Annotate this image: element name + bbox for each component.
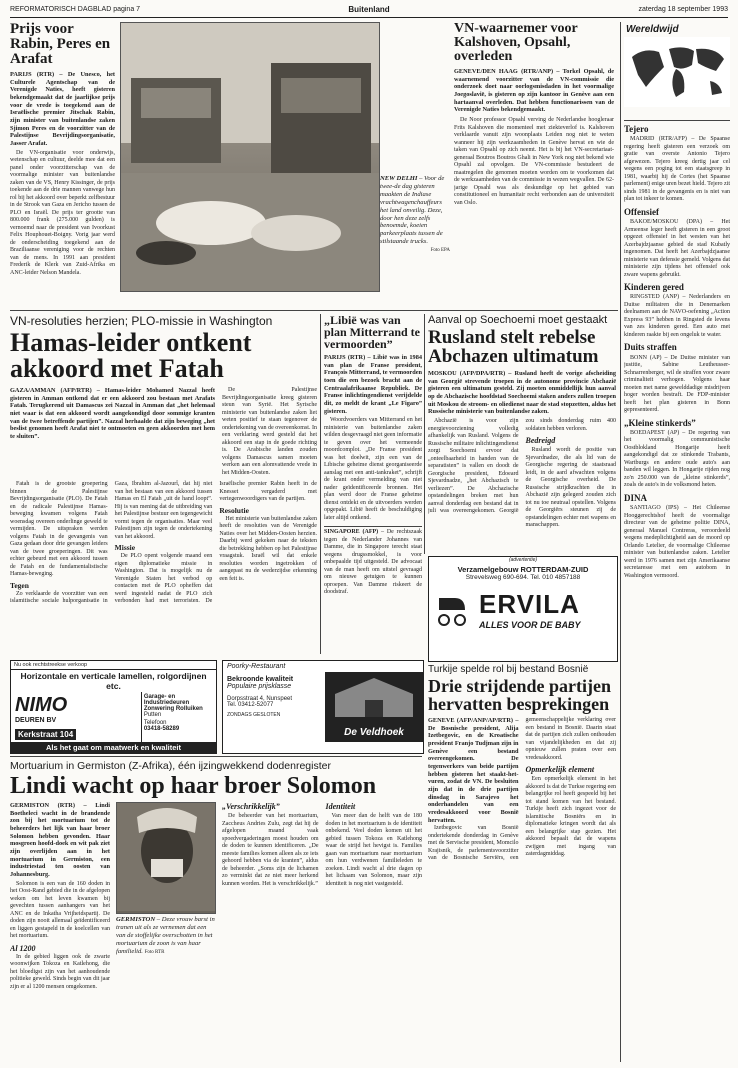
- turkije-article: [428, 664, 616, 900]
- rusland-lead: MOSKOU (AFP/DPA/RTR) – Rusland heeft de vorige afscheiding van Georgië strevende troepen in de autonome provincie Abchazië gisteren een ultimatum gesteld. Zij moeten onmiddellijk hun aanval op de Abchazische hoofdstad Soechoemi staken anders zullen troepen uit Moskou de stroom- en oliedienst naar de stad stopzetten, aldus het Russische ministerie van buitenlandse zaken.: [428, 370, 616, 416]
- hamas-body-paragraph: Fatah is de grootste groepering binnen de Palestijnse Bevrijdingsorganisatie (PLO). De Fatah en de radicale Palestijnse Hamas-beweging kwamen volgens Fatah woensdag overeen onderlinge geweld te vermijden. De uitspraken werden volgens Fatah in de gevangenis van Gaza gedaan door drie gevangen leiders van de twee groeperingen. Dit was echter gebeurd met een akkoord tussen de Fatah en de fundamentalistische Hamas-beweging.: [10, 481, 108, 577]
- rusland-kicker: Aanval op Soechoemi moet gestaakt: [428, 314, 608, 326]
- prijs-lead: PARIJS (RTR) – De Unesco, het Culturele Agentschap van de Verenigde Naties, heeft gisteren bekendgemaakt dat de jaarlijkse prijs voor de vrede is toegekend aan de Israëlische premier Jitschak Rabin, zijn minister van buitenlandse zaken Sjimon Peres en de voorzitter van de Palestijnse Bevrijdingsorganisatie, Jasser Arafat.: [10, 71, 115, 148]
- nimo-ad: [10, 660, 217, 754]
- ervila-line1: Verzamelgebouw ROTTERDAM-ZUID: [457, 565, 589, 574]
- hamas-body-paragraph: De PLO opent volgende maand een eigen diplomatieke missie in Washington. Dat is mogelijk nu de Verenigde Staten het verbod op contacten met de PLO opheffen dat werd ingesteld nadat de PLO zich verbonden had met terroristen. De Israëlische premier Rabin heeft in de Knesset vergaderd met vertegenwoordigers van de partijen.: [114, 481, 317, 605]
- lindi-photo-place: GERMISTON: [116, 916, 156, 923]
- restaurant-phone: Tel. 03412-52077: [227, 702, 274, 708]
- ww-item-title: „Kleine stinkerds”: [624, 417, 696, 428]
- lindi-lead: GERMISTON (RTR) – Lindi Boetheleci wacht in de brandende zon bij het mortuarium tot de beheerders het lijk van haar broer Solomon hebben gevonden. Haar mosgroen hoofd-doek en wit pak ziet zijn overlijden aan in het mortuarium in Germiston, een industriestad ten oosten van Johannesburg.: [10, 802, 110, 879]
- ww-item-title: DINA: [624, 492, 648, 503]
- nimo-side: Garage- en Industriedeuren Zonwering Rolluiken: [143, 694, 203, 712]
- ww-item-text: BONN (AP) – De Duitse minister van justitie, Sabine Leutheusser-Schnarrenberger, wil de straffen voor zware criminaliteit verhogen. Volgens haar moeten met name gewelddadige misdrijven hoger worden bestraft. De FDP-minister heeft het plan gisteren in Bonn gepresenteerd.: [624, 354, 730, 413]
- libie-headline: „Libië was van plan Mitterrand te vermoorden”: [324, 314, 420, 351]
- trucks-cows-image: [121, 23, 379, 291]
- vn-waarnemer-body: De Noor professor Opsahl verving de Nederlandse hoogleraar Frits Kalshoven die momenteel met ziekteverlof is. Kalshoven verklaarde vanuit zijn woonplaats Leiden nog niet te weten wanneer hij zijn werkzaamheden in Genève hervat en wie de taken van Opsahl op zich neemt. Het is bij het VN-secretariaat-generaal Boutros Boutros Ghali in New York nog niet bekend wie Opsahl zal opvolgen. De VN-commissie bestudeert de maatregelen die genomen moeten worden om te voorkomen dat de werkzaamheden van de commissie in wezen wegvallen. De 62-jarige Opsahl was als deskundige op het gebied van constitutioneel en humanitair recht verbonden aan de universiteit van Oslo.: [454, 117, 614, 206]
- world-map-header: [624, 22, 730, 121]
- ervila-ad: [428, 556, 618, 662]
- hamas-body: [10, 481, 317, 606]
- date-line: zaterdag 18 september 1993: [638, 6, 728, 13]
- rusland-subhead: Bedreigd: [525, 436, 556, 446]
- ervila-slogan: ALLES VOOR DE BABY: [479, 620, 581, 630]
- nimo-phone: 03418-58289: [143, 726, 180, 732]
- hamas-body-paragraph: Zo verklaarde de voorzitter van een islamitische sociale hulporganisatie in Gaza, Ibrahim al-Jazourî, dat hij niet van het bestaan van een akkoord tussen Hamas en El Fatah „uit de hand loopt”. Hij is van mening dat de uitbreiding van het Palestijnse bestuur een tegengewicht vormt tegen de organisaties. Maar veel Palestijnen zijn tegen de ondertekening van het akkoord.: [10, 481, 213, 605]
- rusland-body: [428, 418, 616, 530]
- libie-body: Woordvoerders van Mitterrand en het ministerie van buitenlandse zaken wilden desgevraagd niet geen informatie te geven over het vermeende moordcomplot. „De Franse president was het doelwit, zijn een van de Libische geheime dienst georganiseerde aanslag met een anti-tankraket”, schrijft de krant onder vermelding van niet nader geïdentificeerde bronnen. Het plan werd door de Franse geheime dienst ontdekt en de uitvoerders werden opgepakt. Libië heeft de beschuldiging later altijd ontkend.: [324, 417, 422, 521]
- stroller-icon: [435, 592, 471, 628]
- hamas-headline: Hamas-leider ontkent akkoord met Fatah: [10, 328, 252, 383]
- lindi-body-paragraph: Van meer dan de helft van de 180 doden in het mortuarium is de identiteit onbekend. Veel doden komen uit het gebied tussen Tokoza en Katlehong waar de strijd het hevigst is. Families gaan van mortuarium naar mortuarium om hun verdwenen familieleden te zoeken. Lindi wacht al drie dagen op het lichaam van Solomon, maar zijn identiteit is nog niet vastgesteld.: [325, 813, 422, 887]
- ww-item-title: Kinderen gered: [624, 282, 684, 292]
- nimo-address: Kerkstraat 104: [15, 729, 76, 740]
- prijs-headline: Prijs voor Rabin, Peres en Arafat: [10, 22, 111, 67]
- hamas-body-right: [222, 387, 317, 477]
- turkije-headline: Drie strijdende partijen hervatten besprekingen: [428, 676, 611, 714]
- paper-name: REFORMATORISCH DAGBLAD pagina 7: [10, 6, 141, 13]
- singapore-text: – De rechtszaak tegen de Nederlander Johannes van Damme, die in Singapore terecht staat wegens drugssmokkel, is voor onbepaalde tijd uitgesteld. De advocaat van de man heeft om uitstel gevraagd om nieuwe getuigen te kunnen oproepen. Van Damme riskeert de doodstraf.: [324, 529, 422, 596]
- prijs-body: De VN-organisatie voor onderwijs, wetenschap en cultuur, deelde mee dat een panel onder voorzitterschap van de voormalige minister van buitenlandse zaken van de VS, Henry Kissinger, de prijs toekende aan de drie mannen vanwege hun rol bij het akkoord over beperkt zelfbestuur in de Strook van Gaza en Jericho tussen de PLO en Israël. De prijs ter grootte van 800.000 frank (275.000 gulden) is vernoemd naar de president van Ivoorkust Felix Houphouet-Boigny. Vorig jaar werd de onderscheiding toegekend aan de Braziliaanse vereniging voor de rechten van de mens. In 1991 aan president Frederik de Klerk van Zuid-Afrika en ANC-leider Nelson Mandela.: [10, 149, 115, 276]
- crying-woman-image: [117, 803, 215, 911]
- section-name: Buitenland: [348, 5, 390, 14]
- ww-item-title: Duits straffen: [624, 342, 677, 353]
- nimo-city: Putten: [143, 712, 162, 718]
- lindi-caption: [116, 916, 216, 956]
- rusland-headline: Rusland stelt rebelse Abchazen ultimatum: [428, 327, 599, 367]
- ww-item-text: BAKOE/MOSKOU (DPA) – Het Armeense leger heeft gisteren in een groot opgezet offensief in het westen van het Azerbajdzjaanse gebied de stad Kubatly ingenomen. Dat heeft het Azerbajdzjaanse ministerie van defensie gemeld. Volgens dat ministerie zijn tijdens het offensief ook zware wapens gebruikt.: [624, 219, 730, 278]
- lindi-article: [10, 760, 422, 1060]
- lindi-photo: [116, 802, 216, 914]
- ww-item-text: MADRID (RTR/AFP) – De Spaanse regering heeft gisteren een verzoek om gratie van overste Antonio Tejero afgewezen. Tejero kreeg dertig jaar cel wegens een poging tot een staatsgreep in 1981, waarbij hij de Cortes (het Spaanse parlement) enige uren bezet hield. Tejero zit sinds 1981 in de gevangenis en is niet van plan tot inkeer te komen.: [624, 136, 730, 203]
- vn-waarnemer-lead: GENEVE/DEN HAAG (RTR/ANP) – Torkel Opsahl, de waarnemend voorzitter van de VN-commissie die onderzoek doet naar oorlogsmisdaden in het voormalige Joegoslavië, is gisteren op zijn kantoor in Genève aan een hartaanval overleden. Dat hebben functionarissen van de Verenigde Naties bekendgemaakt.: [454, 68, 614, 114]
- hamas-subhead-resolutie: Resolutie: [219, 505, 249, 515]
- nimo-phone-label: Telefoon: [143, 720, 167, 726]
- ervila-line2: Strevelsweg 690-694. Tel. 010 4857188: [465, 574, 581, 581]
- turkije-body: [428, 717, 616, 863]
- rusland-body-paragraph: Rusland wordt de positie van Sjevardnadze, die als lid van de Georgische regering de staatsraad leidt, in de aard afwachten volgens de Georgische overheid. De Russische strijdkrachten die in Abchazië zijn gelegerd zouden zich tot nu toe neutraal opstellen. Volgens de Georgiërs steunen zij de opstandelingen echter met wapens en manschappen.: [525, 447, 616, 529]
- wereldwijd-column: [624, 22, 730, 1062]
- lindi-body-paragraph: De beheerder van het mortuarium, Zaccheus Andries Zulu, zegt dat hij de afgelopen maand vaak spoedvergaderingen moest houden om de doden te kunnen identificeren. „De meeste families komen alleen als ze iets gehoord hebben via de kranten”, aldus de beheerder. „Soms zijn de lichamen zo verminkt dat ze niet meer herkend kunnen worden. Het is verschrikkelijk.”: [222, 813, 319, 887]
- lindi-caption-text: – Deze vrouw barst in tranen uit als ze vernemen dat een van de stoffelijke overschotten in het mortuarium de zoon is van haar familielid.: [116, 916, 215, 955]
- ww-item-text: RINGSTED (ANP) – Nederlanders en Duitse militairen die in Denemarken deelnamen aan de NAVO-oefening „Action Express 93” hebben in Ringsted de levens van zes kinderen gered. Een auto met kinderen raakte bij een ongeluk te water.: [624, 294, 730, 338]
- hamas-article: [10, 314, 317, 654]
- ww-item-text: SANTIAGO (IPS) – Het Chileense Hooggerechtshof heeft de voormalige directeur van de geheime politie DINA, generaal Manuel Contreras, veroordeeld wegens medeplichtigheid aan de moord op Orlando Letelier, de voormalige Chileense minister van buitenlandse zaken. Letelier werd in 1976 samen met zijn Amerikaanse secretaresse met een autobom in Washington vermoord.: [624, 505, 730, 579]
- libie-lead: PARIJS (RTR) – Libië was in 1984 van plan de Franse president, François Mitterrand, te vermoorden toen die een bezoek bracht aan de Centraalafrikaanse Republiek. De Franse inlichtingendienst verijdelde dit, zo meldt de krant „Le Figaro” gisteren.: [324, 354, 422, 415]
- restaurant-title: Poorky-Restaurant: [227, 663, 286, 670]
- restaurant-address: Dorpsstraat 4, Nunspeet: [227, 696, 293, 702]
- lindi-body: Solomon is een van de 160 doden in het Oost-Rand gebied die in de afgelopen weken om het leven kwamen bij gevechten tussen aanhangers van het ANC en de Inkatha Vrijheidspartij. De doden zijn nooit allemaal geïdentificeerd en liggen gestapeld in de koelcellen van het mortuarium.: [10, 880, 110, 940]
- hamas-body-paragraph: Het ministerie van buitenlandse zaken heeft de resoluties van de Verenigde Naties over het Midden-Oosten herzien. Daarbij werd gekeken naar de teksten die betrekking hebben op het Palestijnse vraagstuk. Israël wil dat enkele resoluties worden ingetrokken of aangepast nu de wederzijdse erkenning een feit is.: [219, 515, 317, 582]
- rusland-article: [428, 314, 616, 550]
- lindi-body-right: [222, 802, 422, 991]
- lindi-headline: Lindi wacht op haar broer Solomon: [10, 773, 377, 799]
- restaurant-brand: De Veldhoek: [344, 727, 404, 738]
- lindi-photo-credit: Foto RTR: [144, 949, 165, 955]
- hamas-body-paragraph: De Palestijnse Bevrijdingsorganisatie kreeg gisteren steun van Syrië. Het Syrische ministerie van buitenlandse zaken liet weten positief te staan tegenover de ondertekening van de overeenkomst. In een verklaring werd gesteld dat het akkoord een stap in de goede richting is. De Arabische landen zouden volgens Damascus samen moeten werken aan een alomvattende vrede in het Midden-Oosten.: [222, 387, 317, 476]
- restaurant-note: ZONDAGS GESLOTEN: [227, 712, 281, 718]
- hamas-subhead-missie: Missie: [114, 543, 136, 552]
- nimo-headline: Horizontale en verticale lamellen, rolgordijnen etc.: [20, 671, 207, 691]
- ervila-tag: (advertentie): [508, 557, 538, 563]
- hamas-kicker: VN-resoluties herzien; PLO-missie in Washington: [10, 314, 273, 328]
- turkije-subhead: Opmerkelijk element: [525, 765, 595, 774]
- masthead: [10, 4, 728, 18]
- ww-item-text: BOEDAPEST (AP) – De regering van het voormalig communistische Oostblokland Hongarije heeft aangekondigd dat ze stinkende Trabants, Wartburgs en andere oude auto's aan banden wil leggen. In Hongarije rijden nog zo'n 250.000 van de „kleine stinkerds”, zoals de auto's in de volksmond heten.: [624, 429, 730, 489]
- ervila-brand: ERVILA: [479, 589, 580, 619]
- nimo-sub: DEUREN BV: [15, 717, 57, 724]
- vn-waarnemer-headline: VN-waarnemer voor Kalshoven, Opsahl, overleden: [454, 22, 578, 64]
- rusland-body-paragraph: Abchazië is voor zijn energievoorziening volledig afhankelijk van Rusland. Volgens de Russische militaire inlichtingendienst zorgt Soechoemi ervoor dat „onteelbaarheid in handen van de separatisten” is vallen en doodt de Georgische president, Edoeard Sjevardnadze, „het Abchazisch te verliezen”. De Abchazische opstandelingen breken met hun aanval donderdag een bestand dat in juli was overeengekomen. Georgië zou sinds donderdag ruim 400 soldaten hebben verloren.: [428, 418, 616, 515]
- ww-item-title: Offensief: [624, 206, 659, 217]
- turkije-kicker: Turkije spelde rol bij bestand Bosnië: [428, 664, 589, 675]
- delhi-photo: [120, 22, 380, 292]
- lindi-subhead-1200: Al 1200: [10, 943, 36, 953]
- world-map-icon: [624, 37, 730, 107]
- turkije-body-paragraph: Een opmerkelijk element in het akkoord is dat de Turkse regering een belangrijke rol heeft gespeeld bij het tot stand komen van het bestand. Turkije heeft zich ingezet voor de islamitische Bosniërs en in diplomatieke kringen wordt dat als een belangrijke stap gezien. Het akkoord bepaalt dat de wapens zwijgen met ingang van zaterdagmiddag.: [525, 776, 616, 857]
- nimo-brand: NIMO: [15, 694, 68, 716]
- lindi-kicker: Mortuarium in Germiston (Z-Afrika), één ijzingwekkend dodenregister: [10, 760, 331, 772]
- restaurant-sub2: Populaire prijsklasse: [227, 683, 292, 690]
- libie-article: [324, 314, 422, 654]
- nimo-top: Nu ook rechtstreekse verkoop: [11, 661, 216, 670]
- lindi-subhead-identiteit: Identiteit: [325, 802, 356, 811]
- restaurant-ad: [222, 660, 424, 754]
- turkije-body-paragraph: Izetbegovic van Bosnië ondertekende donderdag in Genève met de Servische president, Momcilo Krajisnik, de parlementsvoorzitter van de Bosnische Serviërs, een gemeenschappelijke verklaring over een bestand in Bosnië. Daarin staat dat de partijen zich zullen onthouden van vijandelijkheden en dat zij opnieuw zullen praten over een vredesakkoord.: [428, 717, 616, 862]
- hamas-lead: GAZA/AMMAN (AFP/RTR) – Hamas-leider Mohamed Nazzal heeft gisteren in Amman ontkend dat er een akkoord zou bestaan met Arafats Fatah. Terugkerend uit Damascus zei Nazzal in Amman dat „het helemaal niet waar is dat een akkoord wordt aangekondigd door sommige kranten van de twee betreffende partijen”. Nazzal herhaalde dat zijn beweging „het beslist genomen heeft Arafat niet te ontmoeten en geen akkoorden met hem te sluiten”.: [10, 387, 215, 441]
- delhi-caption-text: Voor de twee-de dag gisteren maakten de Indiase vrachtwagenchauffeurs het land onveilig. Deze, door hen deze zelfs benoemde, koeien parkeerplaats tussen de stilstaande trucks.: [380, 175, 445, 246]
- delhi-place: NEW DELHI: [380, 175, 418, 182]
- singapore-item: [324, 526, 422, 597]
- hamas-subhead-tegen: Tegen: [10, 580, 29, 590]
- lindi-subhead-verschrikkelijk: „Verschrikkelijk”: [222, 802, 280, 811]
- turkije-lead: GENEVE (AFP/ANP/AP/RTR) – De Bosnische president, Alija Izetbegovic, en de Kroatische president Franjo Tudjman zijn in Genève een bestand overeengekomen. De tegenwerkers van beide partijen hebben gisteren het staakt-het-vuren, zodat de VN. De besluiten zijn dat in de drie partijen dinsdag in Sarajevo het onderhandelen van een vredesakkoord voor Bosnië hervatten.: [428, 717, 519, 824]
- lindi-body-2: In de gebied liggen ook de zwarte woonwijken Tokoza en Katlehong, die het bloedigst zijn van het aanhoudende politieke geweld. Sinds begin van dit jaar zijn er al 1200 mensen omgekomen.: [10, 953, 110, 990]
- nimo-footer: Als het gaat om maatwerk en kwaliteit: [11, 742, 216, 753]
- restaurant-building-icon: [325, 672, 423, 722]
- delhi-caption: NEW DELHI – Voor de twee-de dag gisteren maakten de Indiase vrachtwagenchauffeurs het land onveilig. Deze, door hen deze zelfs benoemde, koeien parkeerplaats tussen de stilstaande trucks. Foto EPA: [380, 175, 450, 254]
- delhi-credit: Foto EPA: [430, 248, 450, 254]
- vn-waarnemer-article: [454, 22, 614, 308]
- singapore-place: SINGAPORE (AFP): [324, 529, 379, 536]
- ww-item-title: Tejero: [624, 124, 649, 134]
- restaurant-sub1: Bekroonde kwaliteit: [227, 676, 294, 683]
- wereldwijd-title: Wereldwijd: [626, 24, 679, 35]
- prijs-article: [10, 22, 115, 308]
- restaurant-image: [325, 672, 423, 742]
